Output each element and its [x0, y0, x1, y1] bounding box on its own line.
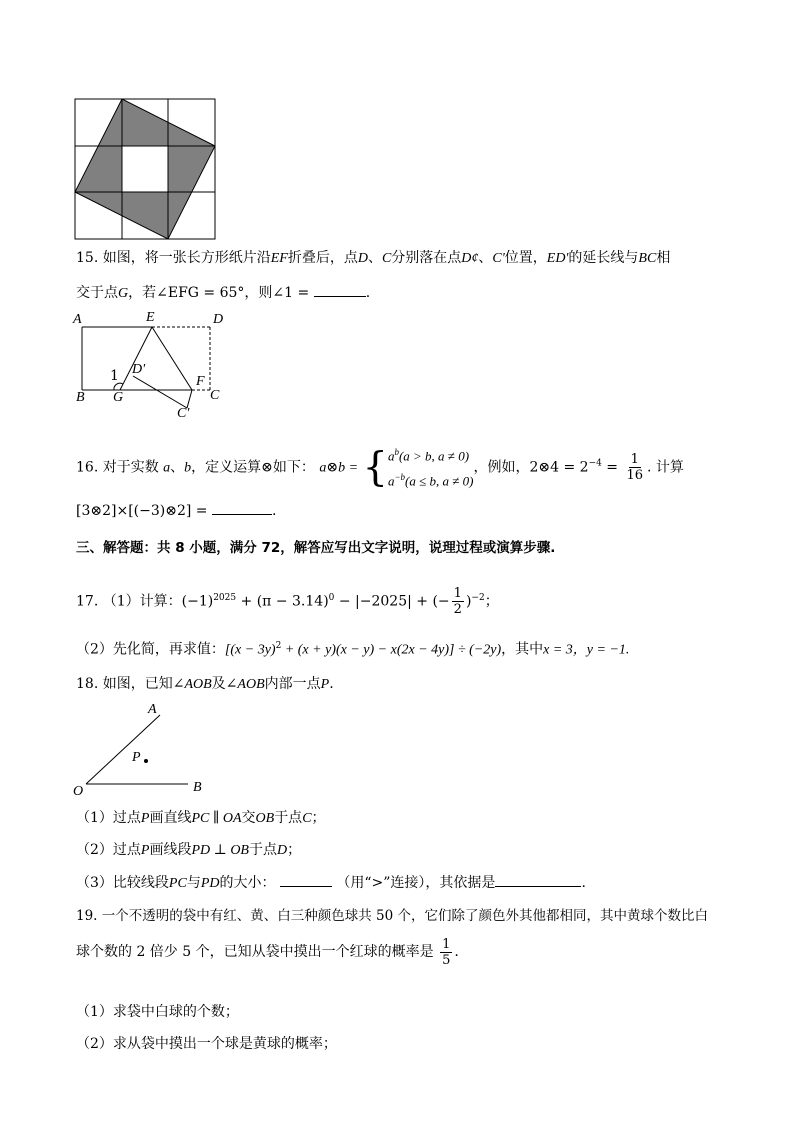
q17-part1: 17. （1）计算：$(-1)^{2025} + (\pi - 3.14)^0 - |-2025|$ + (− $\frac{1}{2}$ )$^{-2}$；	[76, 586, 499, 618]
section3-title: 三、解答题：共 8 小题，满分 72，解答应写出文字说明，说理过程或演算步骤.	[76, 540, 556, 556]
point-P	[144, 759, 148, 763]
fig15-label-F: F	[196, 374, 205, 389]
fig15-label-E: E	[146, 310, 155, 325]
figure-14-grid	[74, 98, 218, 242]
fig15-label-D: D	[213, 312, 224, 327]
q18-stem: 18. 如图，已知∠AOB及∠AOB内部一点P.	[76, 676, 334, 692]
q18-reason-blank[interactable]	[495, 872, 581, 887]
q18-sub1: （1）过点P画直线PC ∥ OA交OB于点C；	[76, 810, 326, 826]
q15-answer-blank[interactable]	[314, 282, 366, 297]
q18-sub3: （3）比较线段PC与PD的大小： （用“>”连接），其依据是 .	[76, 872, 586, 894]
fig18-label-B: B	[193, 780, 202, 795]
fig18-label-A: A	[148, 702, 157, 717]
q19-line1: 19. 一个不透明的袋中有红、黄、白三种颜色球共 50 个，它们除了颜色外其他都相同，其中黄球个数比白	[76, 908, 709, 924]
q19-fraction: $\frac{1}{5}$	[442, 936, 451, 968]
q16-cases: $a^b(a > b$, a ≠ 0) $a^{-b}(a \le b$, a ≠ 0)	[387, 447, 474, 489]
q18-compare-blank[interactable]	[280, 872, 332, 887]
q17-fraction: $\frac{1}{2}$	[453, 586, 462, 618]
q19-sub1: （1）求袋中白球的个数；	[76, 1004, 239, 1020]
fig15-label-C: C	[210, 388, 220, 403]
q15-line1: 15. 如图，将一张长方形纸片沿EF折叠后，点D、C分别落在点D¢、C'位置，ED'的延长线与BC相	[76, 250, 671, 266]
fig18-label-P: P	[132, 750, 141, 765]
fig15-label-1: 1	[110, 368, 119, 384]
fig15-label-G: G	[113, 390, 124, 405]
fig18-label-O: O	[73, 784, 84, 799]
q19-sub2: （2）求从袋中摸出一个球是黄球的概率；	[76, 1036, 337, 1052]
fig15-label-Dp: D'	[132, 362, 146, 377]
fig15-label-A: A	[73, 312, 82, 327]
q16-example-fraction: $\frac{1}{16}$	[626, 451, 644, 483]
q16-line1: 16. 对于实数 a、b，定义运算⊗如下： a⊗b = { $a^b(a > b$, a ≠ 0) $a^{-b}(a \le b$, a ≠ 0) ，例如，2⊗4 = $2^{-4}$ = $\frac{1}{16}$ . 计算	[76, 442, 684, 482]
q16-line2: [3⊗2]×[(−3)⊗2] = .	[76, 500, 276, 521]
q17-part2: （2）先化简，再求值：$[(x - 3y)^2 + (x + y)(x - y) - x(2x - 4y)] \div (-2y)$，其中x = 3，y = −1.	[76, 641, 630, 658]
fig15-label-B: B	[76, 390, 85, 405]
q19-line2: 球个数的 2 倍少 5 个，已知从袋中摸出一个红球的概率是 $\frac{1}{5}$ .	[76, 936, 459, 968]
fig15-label-Cp: C'	[177, 406, 190, 421]
q18-sub2: （2）过点P画线段PD ⊥ OB于点D；	[76, 842, 302, 858]
q16-answer-blank[interactable]	[212, 500, 272, 515]
q15-line2: 交于点G，若∠EFG = 65°，则∠1 = .	[76, 282, 370, 304]
inner-white-square	[122, 146, 168, 192]
